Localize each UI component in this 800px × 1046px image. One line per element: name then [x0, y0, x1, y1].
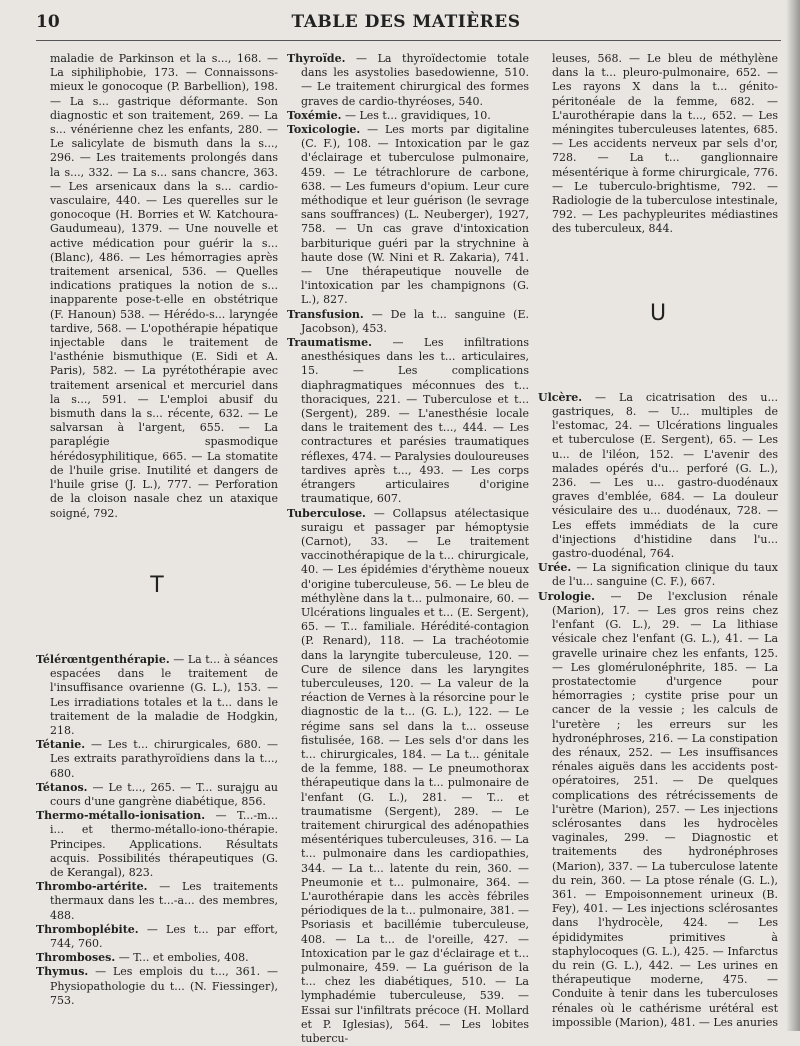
index-entry — [287, 52, 529, 109]
index-entry — [287, 123, 529, 308]
entry-keyword: Toxémie. — [287, 109, 341, 122]
index-entry — [36, 738, 278, 781]
column-left — [36, 52, 278, 1008]
entry-text: — Les emplois du t..., 361. — Physiopathologie du t... (N. Fiessinger), 753. — [50, 965, 278, 1006]
entry-keyword: Urologie. — [538, 590, 595, 603]
index-entry — [36, 923, 278, 951]
entry-keyword: Thromboplébite. — [36, 923, 139, 936]
entry-keyword: Thyroïde. — [287, 52, 345, 65]
page-edge-shadow — [786, 0, 800, 1031]
entry-text: — Les morts par digitaline (C. F.), 108. — Intoxication par le gaz d'éclairage et tuberculose pulmonaire, 459. — Le tétrachlorure de carbone, 638. — Les fumeurs d'opium. Leur cure méthodique et leur guérison (le sevrage sans souffrances) (L. Neuberger), 1927, 758. — Un cas grave d'intoxication barbiturique guéri par la strychnine à haute dose (W. Nini et R. Zakaria), 741. — Une thérapeutique nouvelle de l'intoxication par les champignons (G. L.), 827. — [301, 123, 529, 306]
index-entry — [287, 507, 529, 1046]
index-entry — [36, 880, 278, 923]
index-entry — [36, 965, 278, 1008]
entry-keyword: Tuberculose. — [287, 507, 366, 520]
entry-keyword: Thermo-métallo-ionisation. — [36, 809, 205, 822]
running-header — [36, 12, 776, 38]
index-entry — [36, 781, 278, 809]
entry-keyword: Tétanos. — [36, 781, 88, 794]
column-middle — [287, 52, 529, 1046]
index-entry — [538, 561, 778, 589]
entry-keyword: Ulcère. — [538, 391, 582, 404]
header-rule — [36, 40, 781, 41]
section-letter-u: U — [538, 307, 778, 321]
index-entry — [36, 951, 278, 965]
entry-text: — Les t... gravidiques, 10. — [341, 109, 490, 122]
entry-text: — La t... à séances espacées dans le traitement de l'insuffisance ovarienne (G. L.), 153. — Les irradiations totales et la t... dans le traitement de la maladie de Hodgkin, 218. — [50, 653, 278, 737]
page-number: 10 — [36, 12, 60, 32]
entry-keyword: Thrombo-artérite. — [36, 880, 147, 893]
entry-text: — Les infiltrations anesthésiques dans les t... articulaires, 15. — Les complications diaphragmatiques méconnues des t... thoraciques, 221. — Tuberculose et t... (Sergent), 289. — L'anesthésie locale dans le traitement des t..., 444. — Les contractures et parésies traumatiques réflexes, 474. — Paralysies douloureuses tardives après t..., 493. — Les corps étrangers articulaires d'origine traumatique, 607. — [301, 336, 529, 505]
entry-text: — De l'exclusion rénale (Marion), 17. — Les gros reins chez l'enfant (G. L.), 29. — La lithiase vésicale chez l'enfant (G. L.), 41. — La gravelle urinaire chez les enfants, 125. — Les glomérulonéphrite, 185. — La prostatectomie d'urgence pour hémorragies ; cystite prise pour un cancer de la vessie ; les calculs de l'uretère ; les erreurs sur les hydronéphroses, 216. — La constipation des rénaux, 252. — Les insuffisances rénales aiguës dans les accidents post-opératoires, 251. — De quelques complications des rétrécissements de l'urètre (Marion), 257. — Les injections sclérosantes dans les hydrocèles vaginales, 299. — Diagnostic et traitements des hydronéphroses (Marion), 337. — La tuberculose latente du rein, 360. — La ptose rénale (G. L.), 361. — Empoisonnement urineux (B. Fey), 401. — Les injections sclérosantes dans l'hydrocèle, 424. — Les épididymites primitives à staphylocoques (G. L.), 425. — Infarctus du rein (G. L.), 442. — Les urines en thérapeutique moderne, 475. — Conduite à tenir dans les tuberculoses rénales où le cathérisme urétéral est impossible (Marion), 481. — Les anuries — [552, 590, 778, 1029]
entry-text: — T... et embolies, 408. — [115, 951, 248, 964]
index-entry — [538, 590, 778, 1030]
entry-text: — Les traitements thermaux dans les t...-a... des membres, 488. — [50, 880, 278, 921]
entry-text: — La signification clinique du taux de l'u... sanguine (C. F.), 667. — [552, 561, 778, 588]
entry-text: — La thyroïdectomie totale dans les asystolies basedowienne, 510. — Le traitement chirurgical des formes graves de cardio-thyréoses, 540. — [301, 52, 529, 108]
section-letter-t: T — [36, 579, 278, 593]
entry-keyword: Urée. — [538, 561, 571, 574]
entry-keyword: Transfusion. — [287, 308, 364, 321]
entry-text: — T...-m... i... et thermo-métallo-iono-thérapie. Principes. Applications. Résultats acquis. Possibilités thérapeutiques (G. de Kerangal), 823. — [50, 809, 278, 879]
entry-continuation: maladie de Parkinson et la s..., 168. — La siphiliphobie, 173. — Connaissons-mieux le gonocoque (P. Barbellion), 198. — La s... gastrique déformante. Son diagnostic et son traitement, 269. — La s... vénérienne chez les enfants, 280. — Le salicylate de bismuth dans la s..., 296. — Les traitements prolongés dans la s..., 332. — La s... sans chancre, 363. — Les arsenicaux dans la s... cardio-vasculaire, 440. — Les querelles sur le gonocoque (H. Borries et W. Katchoura-Gaudumeau), 1379. — Une nouvelle et active médication pour guérir la s... (Blanc), 486. — Les hémorragies après traitement arsenical, 536. — Quelles indications pratiques la notion de s... inapparente pose-t-elle en obstétrique (F. Hanoun) 538. — Hérédo-s... laryngée tardive, 568. — L'opothérapie hépatique injectable dans le traitement de l'asthénie bismuthique (E. Sidi et A. Paris), 582. — La pyrétothérapie avec traitement arsenical et mercuriel dans la s..., 591. — L'emploi abusif du bismuth dans la s... récente, 632. — Le salvarsan à l'argent, 655. — La paraplégie spasmodique hérédosyphilitique, 665. — La stomatite de l'huile grise. Inutilité et dangers de l'huile grise (J. L.), 777. — Perforation de la cloison nasale chez un ataxique soigné, 792. — [36, 52, 278, 521]
entry-text: — Collapsus atélectasique suraigu et passager par hémoptysie (Carnot), 33. — Le traitement vaccinothérapique de la t... chirurgicale, 40. — Les épidémies d'érythème noueux d'origine tuberculeuse, 56. — Le bleu de méthylène dans la t... pulmonaire, 60. — Ulcérations linguales et t... (E. Sergent), 65. — T... familiale. Hérédité-contagion (P. Renard), 118. — La trachéotomie dans la laryngite tuberculeuse, 120. — Cure de silence dans les laryngites tuberculeuses, 120. — La valeur de la réaction de Vernes à la résorcine pour le diagnostic de la t... (G. L.), 122. — Le régime sans sel dans la t... osseuse fistulisée, 168. — Les sels d'or dans les t... chirurgicales, 184. — La t... génitale de la femme, 188. — Le pneumothorax thérapeutique dans la t... pulmonaire de l'enfant (G. L.), 281. — T... et traumatisme (Sergent), 289. — Le traitement chirurgical des adénopathies mésentériques tuberculeuses, 316. — La t... pulmonaire dans les cardiopathies, 344. — La t... latente du rein, 360. — Pneumonie et t... pulmonaire, 364. — L'aurothérapie dans les accès fébriles périodiques de la t... pulmonaire, 381. — Psoriasis et bacillémie tuberculeuse, 408. — La t... de l'oreille, 427. — Intoxication par le gaz d'éclairage et t... pulmonaire, 459. — La guérison de la t... chez les diabétiques, 510. — La lymphadémie tuberculeuse, 539. — Essai sur l'infiltrats précoce (H. Mollard et P. Iglesias), 564. — Les lobites tubercu- — [301, 507, 529, 1046]
index-entry — [538, 391, 778, 561]
index-entry — [36, 653, 278, 738]
entry-keyword: Thromboses. — [36, 951, 115, 964]
entry-keyword: Tétanie. — [36, 738, 85, 751]
running-title: TABLE DES MATIÈRES — [36, 12, 776, 32]
entry-keyword: Toxicologie. — [287, 123, 360, 136]
entry-keyword: Thymus. — [36, 965, 88, 978]
index-entry — [287, 109, 529, 123]
entry-continuation: leuses, 568. — Le bleu de méthylène dans la t... pleuro-pulmonaire, 652. — Les rayons X dans la t... génito-péritonéale de la femme, 682. — L'aurothérapie dans la t..., 652. — Les méningites tuberculeuses latentes, 685. — Les accidents nerveux par sels d'or, 728. — La t... ganglionnaire mésentérique à forme chirurgicale, 776. — Le tuberculo-brightisme, 792. — Radiologie de la tuberculose intestinale, 792. — Les pachypleurites médiastines des tuberculeux, 844. — [538, 52, 778, 237]
entry-text: — La cicatrisation des u... gastriques, 8. — U... multiples de l'estomac, 24. — Ulcérations linguales et tuberculose (E. Sergent), 65. — Les u... de l'iléon, 152. — L'avenir des malades opérés d'u... perforé (G. L.), 236. — Les u... gastro-duodénaux graves d'emblée, 684. — La douleur vésiculaire des u... duodénaux, 728. — Les effets immédiats de la cure d'injections d'histidine dans l'u... gastro-duodénal, 764. — [552, 391, 778, 560]
entry-text: — De la t... sanguine (E. Jacobson), 453. — [301, 308, 529, 335]
entry-text: — Les t... chirurgicales, 680. — Les extraits parathyroïdiens dans la t..., 680. — [50, 738, 278, 779]
index-entry — [287, 308, 529, 336]
entry-keyword: Traumatisme. — [287, 336, 372, 349]
entry-text: — Les t... par effort, 744, 760. — [50, 923, 278, 950]
column-right — [538, 52, 778, 1030]
entry-text: — Le t..., 265. — T... surajgu au cours d'une gangrène diabétique, 856. — [50, 781, 278, 808]
entry-keyword: Télérœntgenthérapie. — [36, 653, 170, 666]
index-entry — [36, 809, 278, 880]
index-entry — [287, 336, 529, 506]
